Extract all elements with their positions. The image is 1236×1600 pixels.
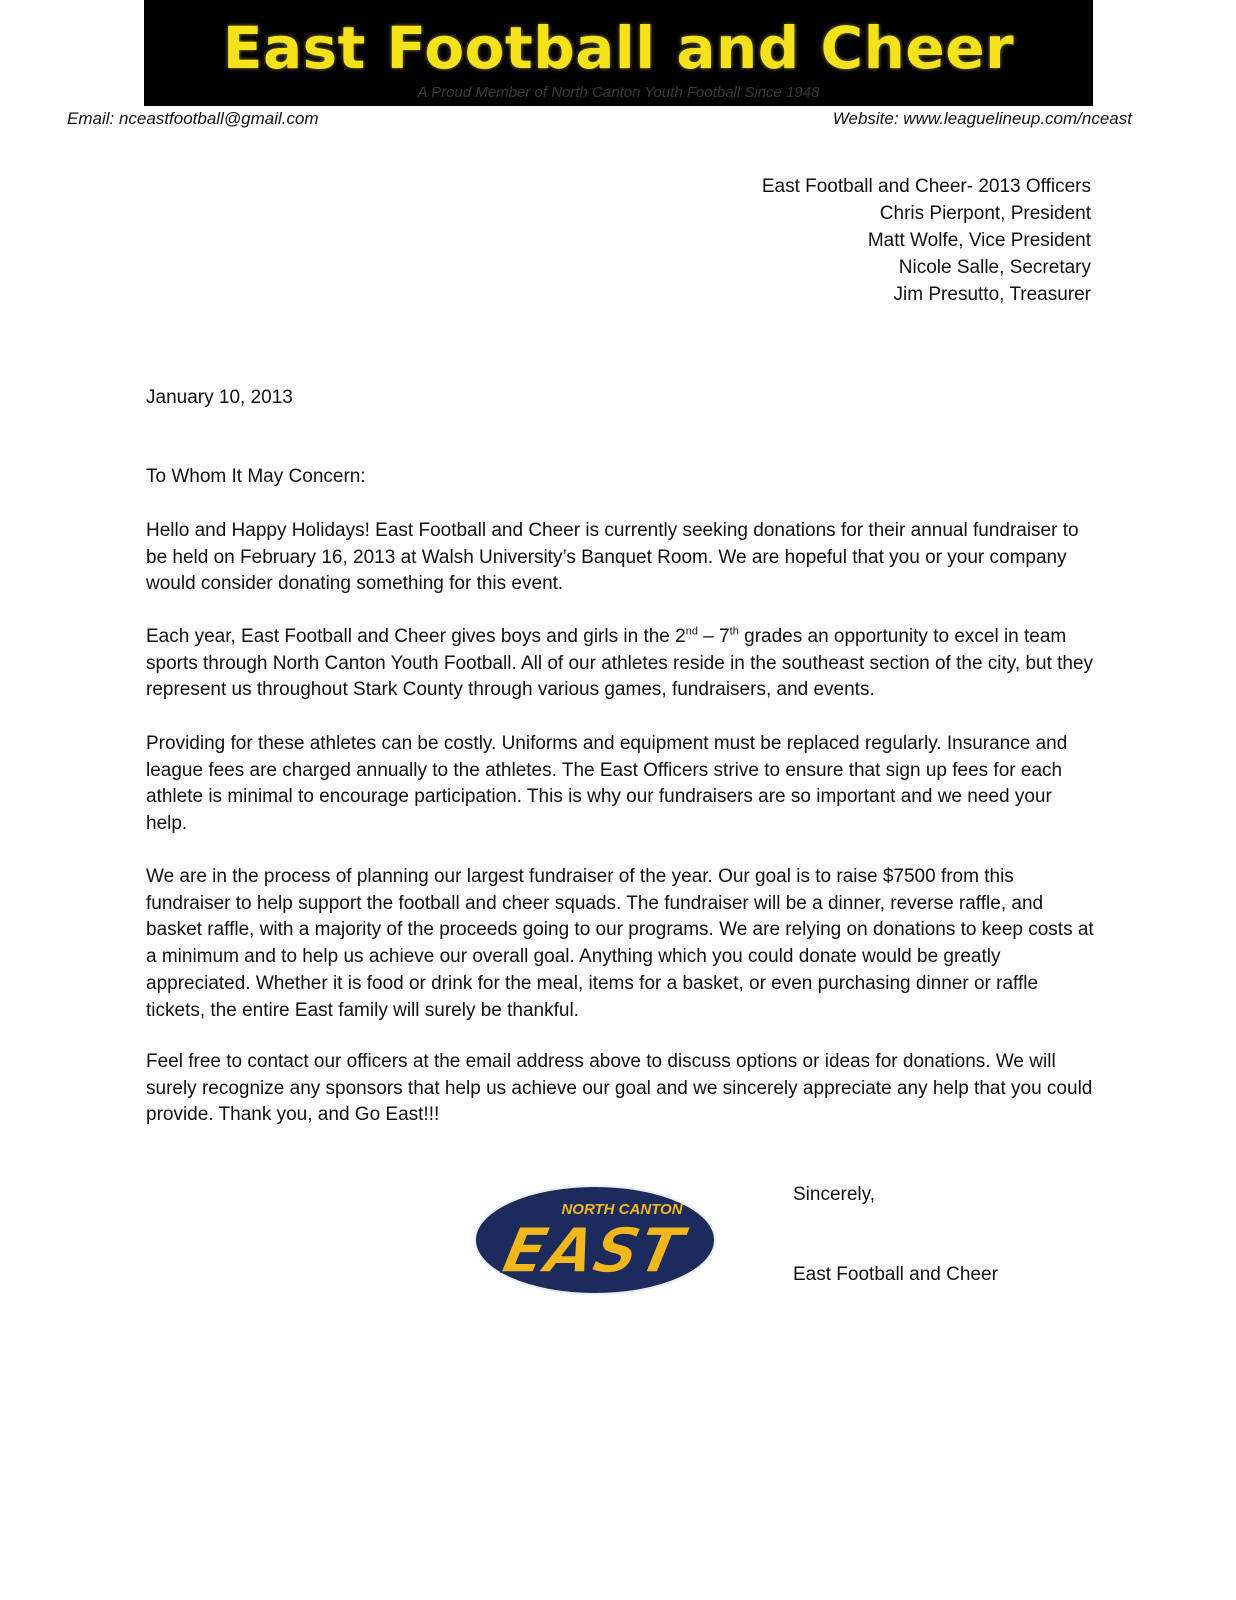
closing-signature: East Football and Cheer	[793, 1264, 998, 1285]
paragraph-3-text: Providing for these athletes can be costly. Uniforms and equipment must be replaced regularly. Insurance and league fees are charged annually to the athletes. The East Officers strive to ensure that sign up fees for each athlete is minimal to encourage participation. This is why our fundraisers are so important and we need your help.	[146, 733, 1068, 835]
paragraph-2-part-c: grades an opportunity to excel in team sports through North Canton Youth Football. All of our athletes reside in the southeast section of the city, but they represent us throughout Stark County through various games, fundraisers, and events.	[146, 626, 1094, 701]
paragraph-4	[146, 864, 1096, 1024]
logo-top-text: NORTH CANTON	[561, 1201, 683, 1218]
header-banner	[144, 0, 1093, 106]
paragraph-2-part-a: Each year, East Football and Cheer gives boys and girls in the 2	[146, 626, 686, 647]
closing-sincerely: Sincerely,	[793, 1184, 876, 1205]
logo-main-text: EAST	[496, 1214, 690, 1287]
paragraph-4-text: We are in the process of planning our largest fundraiser of the year. Our goal is to raise $7500 from this fundraiser to help support the football and cheer squads. The fundraiser will be a dinner, reverse raffle, and basket raffle, with a majority of the proceeds going to our programs. We are relying on donations to keep costs at a minimum and to help us achieve our overall goal. Anything which you could donate would be greatly appreciated. Whether it is food or drink for the meal, items for a basket, or even purchasing dinner or raffle tickets, the entire East family will surely be thankful.	[146, 866, 1094, 1021]
paragraph-2-part-b: – 7	[697, 626, 730, 647]
banner-title: East Football and Cheer	[222, 14, 1015, 82]
paragraph-5-text: Feel free to contact our officers at the email address above to discuss options or ideas for donations. We will surely recognize any sponsors that help us achieve our goal and we sincerely appreciate any help that you could provide. Thank you, and Go East!!!	[146, 1051, 1093, 1126]
officer-vice-president: Matt Wolfe, Vice President	[867, 230, 1091, 251]
contact-email: Email: nceastfootball@gmail.com	[67, 109, 319, 128]
ordinal-nd: nd	[685, 625, 698, 638]
paragraph-1-text: Hello and Happy Holidays! East Football and Cheer is currently seeking donations for their annual fundraiser to be held on February 16, 2013 at Walsh University’s Banquet Room. We are hopeful that you or your company would consider donating something for this event.	[146, 520, 1079, 595]
letter-salutation: To Whom It May Concern:	[146, 466, 366, 487]
banner-subtitle: A Proud Member of North Canton Youth Football Since 1948	[417, 84, 820, 101]
letter-date: January 10, 2013	[146, 387, 293, 408]
paragraph-2	[146, 624, 1096, 704]
officer-president: Chris Pierpont, President	[879, 203, 1091, 224]
ordinal-th: th	[729, 625, 739, 638]
paragraph-1	[146, 518, 1096, 598]
east-logo	[472, 1180, 718, 1298]
paragraph-3	[146, 731, 1096, 838]
officer-secretary: Nicole Salle, Secretary	[898, 257, 1091, 278]
paragraph-2-text	[146, 624, 1096, 704]
officer-treasurer: Jim Presutto, Treasurer	[893, 284, 1091, 305]
officers-heading: East Football and Cheer- 2013 Officers	[761, 176, 1091, 197]
officers-block	[762, 173, 1091, 308]
contact-website: Website: www.leaguelineup.com/nceast	[832, 109, 1132, 128]
paragraph-5	[146, 1049, 1096, 1129]
